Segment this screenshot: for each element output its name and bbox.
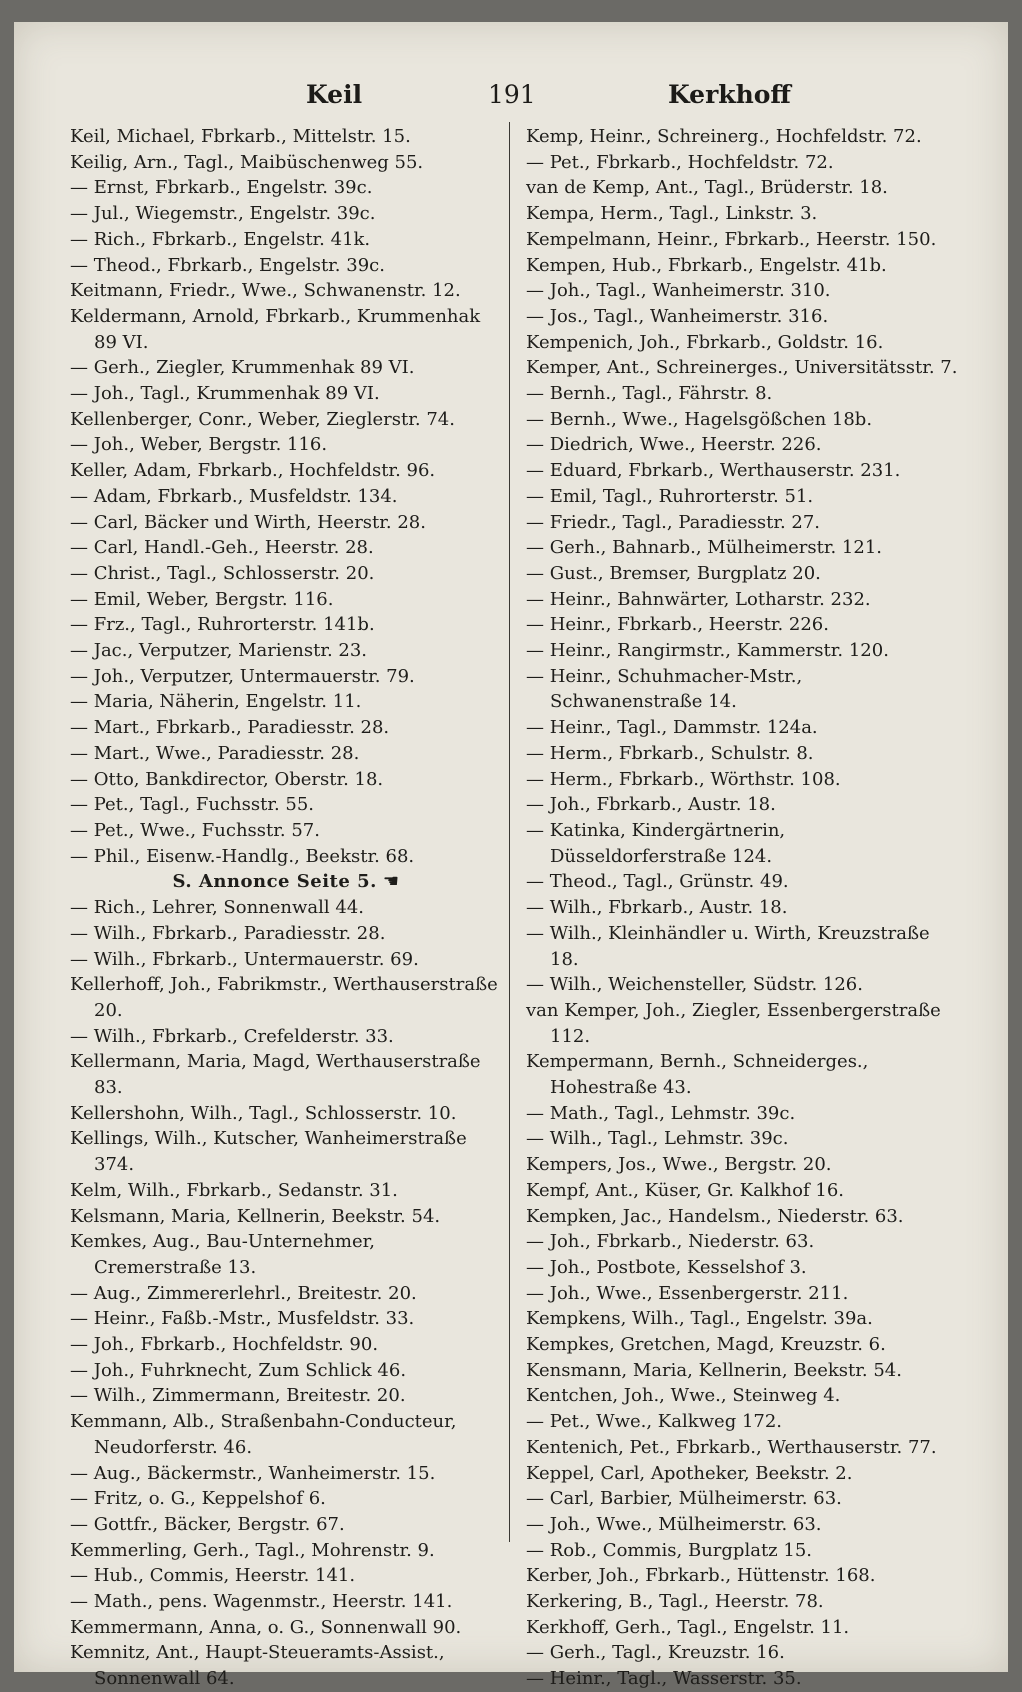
directory-entry: Kemmermann, Anna, o. G., Sonnenwall 90.	[70, 1616, 462, 1638]
directory-entry: Kellerhoff, Joh., Fabrikmstr., Werthauserstraße 20.	[70, 974, 498, 1021]
header-first-entry: Keil	[306, 80, 363, 109]
advertisement-notice	[70, 869, 502, 895]
notice-text: S. Annonce Seite 5.	[172, 871, 377, 893]
directory-entry: — Fritz, o. G., Keppelshof 6.	[70, 1488, 326, 1510]
directory-entry: Keitmann, Friedr., Wwe., Schwanenstr. 12.	[70, 280, 461, 302]
directory-entry: — Pet., Fbrkarb., Hochfeldstr. 72.	[526, 151, 834, 173]
directory-entry: — Bernh., Tagl., Fährstr. 8.	[526, 383, 773, 405]
directory-entry: — Gerh., Bahnarb., Mülheimerstr. 121.	[526, 537, 883, 559]
directory-entry: — Jac., Verputzer, Marienstr. 23.	[70, 640, 368, 662]
right-column	[526, 124, 958, 1692]
column-divider	[509, 122, 510, 1542]
directory-entry: — Jos., Tagl., Wanheimerstr. 316.	[526, 305, 829, 327]
directory-entry: — Theod., Tagl., Grünstr. 49.	[526, 871, 789, 893]
directory-entry: Kerkhoff, Gerh., Tagl., Engelstr. 11.	[526, 1616, 850, 1638]
directory-entry: — Pet., Tagl., Fuchsstr. 55.	[70, 794, 315, 816]
directory-entry: — Maria, Näherin, Engelstr. 11.	[70, 691, 362, 713]
directory-entry: Kempermann, Bernh., Schneiderges., Hohestraße 43.	[526, 1051, 869, 1099]
directory-entry: — Otto, Bankdirector, Oberstr. 18.	[70, 768, 384, 790]
directory-entry: — Frz., Tagl., Ruhrorterstr. 141b.	[70, 614, 375, 636]
directory-entry: — Heinr., Fbrkarb., Heerstr. 226.	[526, 614, 829, 636]
directory-entry: Kemmann, Alb., Straßenbahn-Conducteur, Neudorferstr. 46.	[70, 1411, 457, 1458]
directory-entry: — Joh., Fbrkarb., Austr. 18.	[526, 794, 776, 816]
directory-entry: Kempf, Ant., Küser, Gr. Kalkhof 16.	[526, 1179, 844, 1201]
directory-entry: — Heinr., Rangirmstr., Kammerstr. 120.	[526, 640, 889, 662]
header-last-entry: Kerkhoff	[668, 80, 791, 109]
directory-entry: Kemp, Heinr., Schreinerg., Hochfeldstr. 72.	[526, 126, 922, 147]
directory-entry: — Heinr., Faßb.-Mstr., Musfeldstr. 33.	[70, 1308, 415, 1330]
directory-entry: — Joh., Fbrkarb., Niederstr. 63.	[526, 1231, 815, 1253]
directory-entry: — Wilh., Fbrkarb., Austr. 18.	[526, 897, 788, 919]
directory-entry: — Phil., Eisenw.-Handlg., Beekstr. 68.	[70, 845, 415, 867]
directory-entry: — Mart., Wwe., Paradiesstr. 28.	[70, 742, 360, 764]
directory-entry: Kempkens, Wilh., Tagl., Engelstr. 39a.	[526, 1308, 873, 1330]
directory-entry: Kellenberger, Conr., Weber, Zieglerstr. 74.	[70, 408, 455, 430]
directory-entry: Keilig, Arn., Tagl., Maibüschenweg 55.	[70, 151, 424, 173]
directory-entry: — Wilh., Weichensteller, Südstr. 126.	[526, 974, 863, 996]
directory-entry: — Heinr., Tagl., Wasserstr. 35.	[526, 1668, 802, 1690]
directory-entry: — Wilh., Tagl., Lehmstr. 39c.	[526, 1128, 789, 1150]
directory-entry: — Wilh., Zimmermann, Breitestr. 20.	[70, 1385, 406, 1407]
directory-entry: — Rich., Fbrkarb., Engelstr. 41k.	[70, 228, 371, 250]
pointing-hand-icon: ☚	[382, 871, 400, 893]
directory-entry: Kerkering, B., Tagl., Heerstr. 78.	[526, 1591, 824, 1613]
directory-entry: — Pet., Wwe., Kalkweg 172.	[526, 1411, 783, 1433]
directory-entry: Kemper, Ant., Schreinerges., Universitätsstr. 7.	[526, 357, 958, 379]
directory-entry: — Heinr., Bahnwärter, Lotharstr. 232.	[526, 588, 871, 610]
directory-entry: Kempen, Hub., Fbrkarb., Engelstr. 41b.	[526, 254, 887, 276]
directory-entry: — Hub., Commis, Heerstr. 141.	[70, 1565, 356, 1587]
directory-entry: — Wilh., Fbrkarb., Paradiesstr. 28.	[70, 922, 386, 944]
directory-entry: — Ernst, Fbrkarb., Engelstr. 39c.	[70, 177, 373, 199]
directory-entry: — Katinka, Kindergärtnerin, Düsseldorferstraße 124.	[526, 819, 786, 867]
directory-entry: Kellershohn, Wilh., Tagl., Schlosserstr. 10.	[70, 1102, 457, 1124]
directory-entry: — Joh., Fbrkarb., Hochfeldstr. 90.	[70, 1334, 379, 1356]
directory-entry: — Wilh., Kleinhändler u. Wirth, Kreuzstraße 18.	[526, 922, 930, 970]
directory-entry: — Aug., Zimmererlehrl., Breitestr. 20.	[70, 1282, 417, 1304]
directory-entry: — Joh., Wwe., Essenbergerstr. 211.	[526, 1282, 849, 1304]
directory-entry: — Eduard, Fbrkarb., Werthauserstr. 231.	[526, 460, 901, 482]
directory-entry: van Kemper, Joh., Ziegler, Essenbergerstraße 112.	[526, 999, 941, 1047]
directory-entry: — Aug., Bäckermstr., Wanheimerstr. 15.	[70, 1462, 436, 1484]
directory-entry: Kemnitz, Ant., Haupt-Steueramts-Assist., Sonnenwall 64.	[70, 1642, 445, 1690]
directory-entry: — Friedr., Tagl., Paradiesstr. 27.	[526, 511, 821, 533]
directory-page	[14, 22, 1008, 1690]
directory-entry: Kemkes, Aug., Bau-Unternehmer, Cremerstraße 13.	[70, 1231, 375, 1278]
directory-entry: van de Kemp, Ant., Tagl., Brüderstr. 18.	[526, 177, 888, 199]
directory-entry: — Diedrich, Wwe., Heerstr. 226.	[526, 434, 822, 456]
directory-entry: — Herm., Fbrkarb., Wörthstr. 108.	[526, 768, 841, 790]
directory-entry: Kellings, Wilh., Kutscher, Wanheimerstraße 374.	[70, 1128, 467, 1176]
left-column	[70, 124, 502, 1692]
directory-entry: — Math., pens. Wagenmstr., Heerstr. 141.	[70, 1591, 453, 1613]
directory-entry: — Rich., Lehrer, Sonnenwall 44.	[70, 897, 364, 919]
running-head	[14, 80, 1008, 120]
directory-entry: — Wilh., Fbrkarb., Untermauerstr. 69.	[70, 948, 419, 970]
directory-entry: — Mart., Fbrkarb., Paradiesstr. 28.	[70, 717, 390, 739]
directory-entry: — Adam, Fbrkarb., Musfeldstr. 134.	[70, 485, 398, 507]
directory-entry: — Joh., Tagl., Krummenhak 89 VI.	[70, 383, 380, 405]
directory-entry: — Joh., Tagl., Wanheimerstr. 310.	[526, 280, 831, 302]
directory-entry: — Emil, Tagl., Ruhrorterstr. 51.	[526, 485, 814, 507]
directory-entry: Keppel, Carl, Apotheker, Beekstr. 2.	[526, 1462, 853, 1484]
directory-entry: — Wilh., Fbrkarb., Crefelderstr. 33.	[70, 1025, 394, 1047]
directory-entry: Kempers, Jos., Wwe., Bergstr. 20.	[526, 1154, 832, 1176]
directory-entry: Kempa, Herm., Tagl., Linkstr. 3.	[526, 203, 818, 225]
directory-entry: Kempenich, Joh., Fbrkarb., Goldstr. 16.	[526, 331, 884, 353]
directory-entry: — Joh., Verputzer, Untermauerstr. 79.	[70, 665, 415, 687]
directory-entry: Kempken, Jac., Handelsm., Niederstr. 63.	[526, 1205, 904, 1227]
directory-entry: Kerber, Joh., Fbrkarb., Hüttenstr. 168.	[526, 1565, 876, 1587]
directory-entry: Kelm, Wilh., Fbrkarb., Sedanstr. 31.	[70, 1179, 398, 1201]
directory-entry: Kelsmann, Maria, Kellnerin, Beekstr. 54.	[70, 1205, 441, 1227]
directory-entry: — Theod., Fbrkarb., Engelstr. 39c.	[70, 254, 385, 276]
directory-entry: — Heinr., Schuhmacher-Mstr., Schwanenstraße 14.	[526, 665, 803, 713]
directory-entry: — Pet., Wwe., Fuchsstr. 57.	[70, 819, 320, 841]
directory-entry: — Gerh., Ziegler, Krummenhak 89 VI.	[70, 357, 415, 379]
directory-entry: — Carl, Bäcker und Wirth, Heerstr. 28.	[70, 511, 426, 533]
directory-entry: Kemmerling, Gerh., Tagl., Mohrenstr. 9.	[70, 1539, 435, 1561]
directory-entry: Kentchen, Joh., Wwe., Steinweg 4.	[526, 1385, 841, 1407]
directory-entry: — Emil, Weber, Bergstr. 116.	[70, 588, 334, 610]
directory-entry: — Christ., Tagl., Schlosserstr. 20.	[70, 562, 375, 584]
directory-entry: Kempkes, Gretchen, Magd, Kreuzstr. 6.	[526, 1334, 886, 1356]
directory-entry: — Joh., Weber, Bergstr. 116.	[70, 434, 328, 456]
directory-entry: Kellermann, Maria, Magd, Werthauserstraße 83.	[70, 1051, 481, 1099]
directory-entry: — Joh., Postbote, Kesselshof 3.	[526, 1256, 807, 1278]
directory-entry: Kempelmann, Heinr., Fbrkarb., Heerstr. 150.	[526, 228, 937, 250]
directory-entry: — Heinr., Tagl., Dammstr. 124a.	[526, 717, 818, 739]
directory-entry: Keil, Michael, Fbrkarb., Mittelstr. 15.	[70, 126, 411, 147]
directory-entry: — Gust., Bremser, Burgplatz 20.	[526, 562, 821, 584]
directory-entry: Kentenich, Pet., Fbrkarb., Werthauserstr. 77.	[526, 1436, 937, 1458]
directory-entry: — Math., Tagl., Lehmstr. 39c.	[526, 1102, 796, 1124]
directory-entry: Keldermann, Arnold, Fbrkarb., Krummenhak 89 VI.	[70, 305, 481, 353]
directory-entry: — Jul., Wiegemstr., Engelstr. 39c.	[70, 203, 376, 225]
directory-entry: Keller, Adam, Fbrkarb., Hochfeldstr. 96.	[70, 460, 436, 482]
directory-entry: — Joh., Wwe., Mülheimerstr. 63.	[526, 1513, 822, 1535]
directory-entry: — Carl, Barbier, Mülheimerstr. 63.	[526, 1488, 842, 1510]
directory-entry: — Gerh., Tagl., Kreuzstr. 16.	[526, 1642, 785, 1664]
directory-entry: — Rob., Commis, Burgplatz 15.	[526, 1539, 813, 1561]
directory-entry: — Bernh., Wwe., Hagelsgößchen 18b.	[526, 408, 873, 430]
directory-entry: Kensmann, Maria, Kellnerin, Beekstr. 54.	[526, 1359, 902, 1381]
directory-entry: — Gottfr., Bäcker, Bergstr. 67.	[70, 1513, 345, 1535]
page-number: 191	[488, 80, 536, 109]
directory-entry: — Carl, Handl.-Geh., Heerstr. 28.	[70, 537, 374, 559]
directory-entry: — Herm., Fbrkarb., Schulstr. 8.	[526, 742, 814, 764]
directory-entry: — Joh., Fuhrknecht, Zum Schlick 46.	[70, 1359, 407, 1381]
